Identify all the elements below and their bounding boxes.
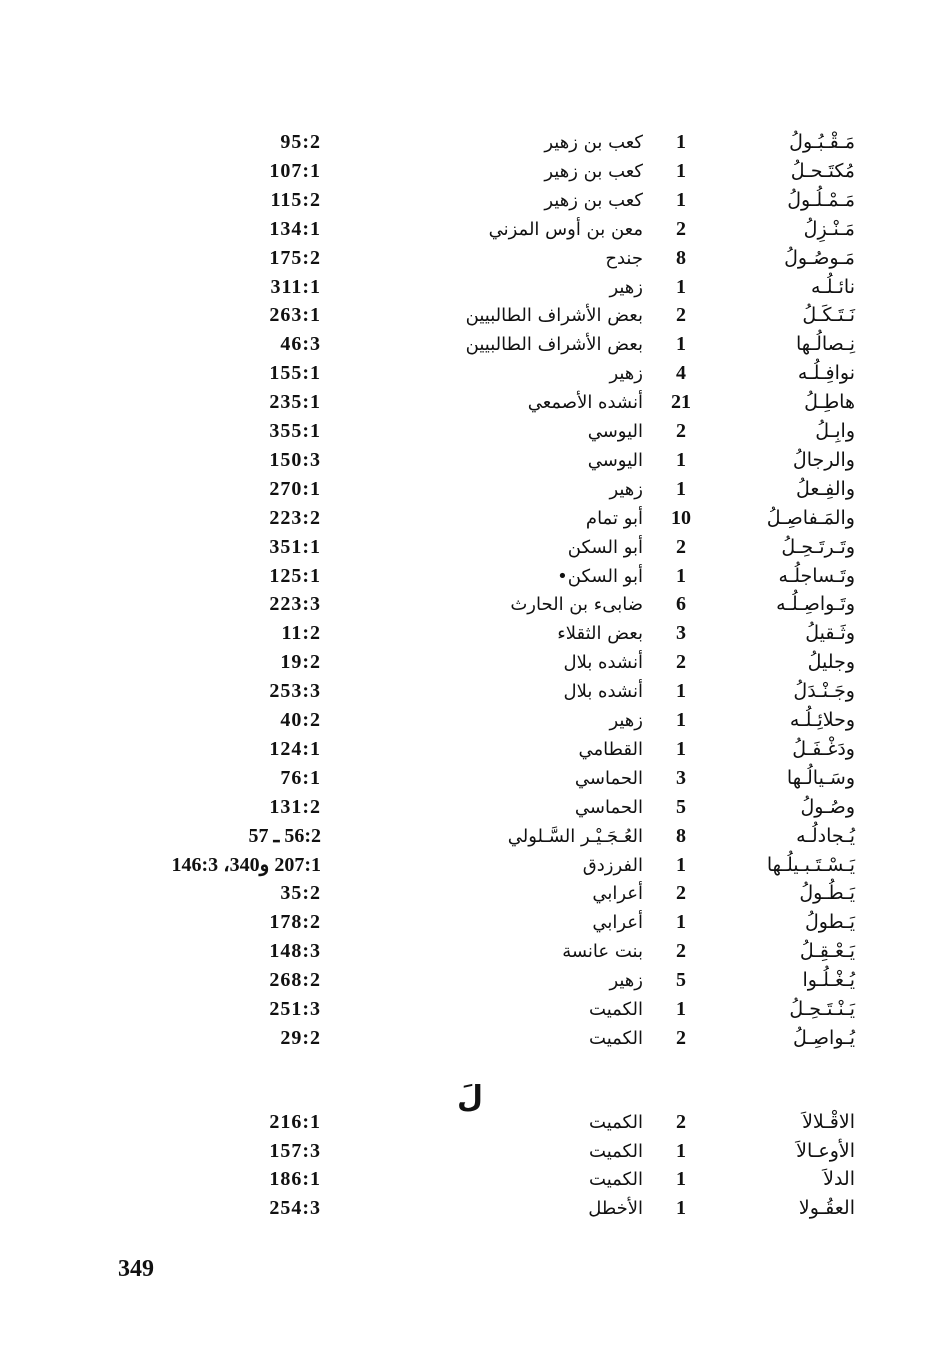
section-heading-lam-fatha: لَ <box>456 1080 484 1115</box>
verse-count: 1 <box>676 1197 686 1220</box>
verse-count: 1 <box>676 737 686 760</box>
verse-count: 2 <box>676 420 686 442</box>
verse-count: 2 <box>676 1026 686 1049</box>
verse-count: 2 <box>676 217 686 240</box>
poet-name: بعض الثقلاء <box>557 623 643 645</box>
poet-name: أنشده بلال <box>563 681 643 703</box>
page-reference: 253:3 <box>269 680 321 703</box>
index-row <box>0 677 943 706</box>
rhyme-word: نوافِـلُـه <box>797 362 855 385</box>
index-row <box>0 793 943 822</box>
poet-name: الكميت <box>589 1027 643 1049</box>
rhyme-word: والفِـعلُ <box>796 477 855 500</box>
rhyme-word: ودَغْـفَـلُ <box>792 737 855 760</box>
poet-name: بعض الأشراف الطالبيين <box>465 334 643 356</box>
verse-count: 5 <box>676 969 686 992</box>
page-reference: 175:2 <box>269 246 321 269</box>
index-row <box>0 301 943 330</box>
poet-name: أنشده الأصمعي <box>527 392 643 414</box>
index-row <box>0 1024 943 1053</box>
page-reference: 157:3 <box>269 1139 321 1162</box>
rhyme-word: وتَـساجلُـه <box>778 564 855 587</box>
rhyme-word: يُـجادلُـه <box>796 824 855 847</box>
verse-count: 1 <box>676 564 686 587</box>
verse-count: 1 <box>676 131 686 153</box>
page-reference: 186:1 <box>269 1168 321 1191</box>
poet-name: أعرابي <box>592 883 643 905</box>
page-reference: 131:2 <box>269 795 321 818</box>
index-row <box>0 851 943 880</box>
page-reference: 150:3 <box>269 448 321 471</box>
verse-count: 2 <box>676 535 686 558</box>
index-row <box>0 186 943 215</box>
page-reference: 254:3 <box>269 1197 321 1220</box>
page-reference: 251:3 <box>269 998 321 1020</box>
poet-name: أبو السكن <box>567 536 643 558</box>
page-reference: 115:2 <box>270 188 321 211</box>
page-reference: 76:1 <box>280 766 321 789</box>
page-reference: 11:2 <box>281 622 321 645</box>
verse-count: 2 <box>676 651 686 674</box>
verse-count: 1 <box>676 159 686 182</box>
index-row <box>0 128 943 157</box>
rhyme-word: العقُـولا <box>798 1197 855 1220</box>
page-reference: 207:1 و340، 146:3 <box>171 853 321 876</box>
poet-name: الكميت <box>589 1169 643 1191</box>
verse-count: 2 <box>676 304 686 327</box>
rhyme-word: وتَـرتَـحِـلُ <box>781 535 855 558</box>
page-reference: 56:2 ـ 57 <box>248 824 321 847</box>
rhyme-word: نِـصالُـها <box>795 333 855 356</box>
verse-count: 1 <box>676 1139 686 1162</box>
index-row <box>0 822 943 851</box>
index-row <box>0 735 943 764</box>
page-reference: 270:1 <box>269 477 321 500</box>
page-reference: 155:1 <box>269 362 321 385</box>
verse-count: 1 <box>676 1168 686 1191</box>
verse-count: 10 <box>671 506 691 529</box>
poet-name: بعض الأشراف الطالبيين <box>465 305 643 327</box>
poet-name: الكميت <box>589 1112 643 1133</box>
verse-count: 1 <box>676 188 686 211</box>
rhyme-word: وجَـنْـدَلُ <box>793 680 855 703</box>
poet-name: الكميت <box>589 1140 643 1162</box>
page-reference: 35:2 <box>280 882 321 905</box>
verse-count: 1 <box>676 680 686 703</box>
page-reference: 178:2 <box>269 911 321 934</box>
verse-count: 8 <box>676 824 686 847</box>
verse-count: 3 <box>676 766 686 789</box>
page-reference: 263:1 <box>269 304 321 327</box>
page-reference: 29:2 <box>280 1026 321 1049</box>
poet-name: الفرزدق <box>582 854 643 876</box>
rhyme-word: يَـنْـتَـحِـلُ <box>789 998 855 1020</box>
index-row <box>0 215 943 244</box>
verse-count: 6 <box>676 593 686 616</box>
rhyme-word: يُـغْـلُـوا <box>802 969 855 992</box>
page-reference: 124:1 <box>269 737 321 760</box>
index-row <box>0 446 943 475</box>
rhyme-word: وابِـلُ <box>815 420 855 442</box>
poet-name: أبو السكن• <box>557 565 643 587</box>
rhyme-word: نَـتَـكَـلُ <box>802 304 855 327</box>
verse-count: 1 <box>676 333 686 356</box>
rhyme-word: مُكتَـحـلُ <box>790 159 855 182</box>
page-reference: 235:1 <box>269 391 321 414</box>
poet-name: الحماسي <box>574 796 643 818</box>
index-row <box>0 706 943 735</box>
index-row <box>0 879 943 908</box>
rhyme-word: مَـمْـلُـولُ <box>787 188 855 211</box>
verse-count: 2 <box>676 882 686 905</box>
page-reference: 223:2 <box>269 506 321 529</box>
verse-count: 8 <box>676 246 686 269</box>
verse-count: 1 <box>676 998 686 1020</box>
page-reference: 268:2 <box>269 969 321 992</box>
rhyme-word: مَـنْـزِلُ <box>803 217 855 240</box>
index-row <box>0 1108 943 1137</box>
index-row <box>0 157 943 186</box>
rhyme-word: يَـسْـتَـبـيلُـها <box>766 853 855 876</box>
index-row <box>0 533 943 562</box>
poet-name: أبو تمام <box>585 507 643 529</box>
poet-name: معن بن أوس المزني <box>488 218 643 240</box>
poet-name: الأخطل <box>588 1198 643 1220</box>
verse-count: 21 <box>671 391 691 414</box>
poet-name: الحماسي <box>574 767 643 789</box>
index-row <box>0 330 943 359</box>
poet-name: القطامي <box>578 738 643 760</box>
poet-name: اليوسي <box>587 449 643 471</box>
page-reference: 19:2 <box>280 651 321 674</box>
rhyme-word: وثَـقيلُ <box>805 622 855 645</box>
rhyme-word: وحلائِـلُـه <box>789 709 855 731</box>
rhyme-word: والرجالُ <box>792 448 855 471</box>
poet-name: جندح <box>605 247 643 269</box>
index-row <box>0 273 943 302</box>
rhyme-word: يَـطولُ <box>804 911 855 934</box>
rhyme-word: والمَـفاصِـلُ <box>766 506 855 529</box>
index-row <box>0 475 943 504</box>
page-reference: 216:1 <box>269 1111 321 1133</box>
verse-count: 1 <box>676 477 686 500</box>
index-row <box>0 562 943 591</box>
index-row <box>0 995 943 1024</box>
poet-name: ضابىء بن الحارث <box>510 594 643 616</box>
verse-count: 1 <box>676 448 686 471</box>
poet-name: زهير <box>609 710 643 731</box>
index-row <box>0 388 943 417</box>
poet-name: اليوسي <box>587 421 643 442</box>
page-reference: 311:1 <box>270 275 321 298</box>
index-row <box>0 1137 943 1166</box>
poet-name: العُـجَـيْـر السَّـلولي <box>507 825 643 847</box>
page-reference: 355:1 <box>269 420 321 442</box>
verse-count: 4 <box>676 362 686 385</box>
page-reference: 134:1 <box>269 217 321 240</box>
page-reference: 125:1 <box>269 564 321 587</box>
rhyme-word: الاقْـلالاَ <box>802 1111 855 1133</box>
page-reference: 223:3 <box>269 593 321 616</box>
verse-count: 5 <box>676 795 686 818</box>
rhyme-word: هاطِـلُ <box>804 391 855 414</box>
page-reference: 95:2 <box>280 131 321 153</box>
poet-name: زهير <box>609 478 643 500</box>
page-number: 349 <box>118 1256 154 1282</box>
verse-count: 1 <box>676 709 686 731</box>
poet-name: زهير <box>609 970 643 992</box>
rhyme-word: نائـلُـه <box>811 275 855 298</box>
rhyme-word: الدلاَ <box>823 1168 855 1191</box>
rhyme-word: مَـوصُـولُ <box>784 246 855 269</box>
index-row <box>0 908 943 937</box>
index-row <box>0 359 943 388</box>
index-row <box>0 619 943 648</box>
rhyme-word: مَـقْـبُـولُ <box>789 131 855 153</box>
page-reference: 351:1 <box>269 535 321 558</box>
index-row <box>0 244 943 273</box>
rhyme-word: وتَـواصِـلُـه <box>776 593 855 616</box>
rhyme-word: يُـواصِـلُ <box>792 1026 855 1049</box>
index-row <box>0 1165 943 1194</box>
index-row <box>0 417 943 446</box>
poet-name: كعب بن زهير <box>544 132 643 153</box>
verse-count: 2 <box>676 940 686 963</box>
index-row <box>0 937 943 966</box>
page-reference: 46:3 <box>280 333 321 356</box>
index-row <box>0 504 943 533</box>
poet-name: الكميت <box>589 999 643 1020</box>
poet-name: أعرابي <box>592 912 643 934</box>
rhyme-word: وجليلُ <box>807 651 855 674</box>
index-row <box>0 764 943 793</box>
verse-count: 1 <box>676 911 686 934</box>
rhyme-word: وصُـولُ <box>800 795 855 818</box>
index-row <box>0 1194 943 1223</box>
rhyme-word: يَـعْـقِـلُ <box>799 940 855 963</box>
poet-name: زهير <box>609 276 643 298</box>
rhyme-word: الأوعـالاَ <box>796 1139 855 1162</box>
poet-name: كعب بن زهير <box>544 189 643 211</box>
verse-count: 1 <box>676 853 686 876</box>
index-row <box>0 966 943 995</box>
page-reference: 107:1 <box>269 159 321 182</box>
page-reference: 40:2 <box>280 709 321 731</box>
page-reference: 148:3 <box>269 940 321 963</box>
poet-name: بنت عانسة <box>562 941 643 963</box>
poet-name: كعب بن زهير <box>544 160 643 182</box>
poet-name: أنشده بلال <box>563 652 643 674</box>
verse-count: 3 <box>676 622 686 645</box>
rhyme-word: وسَـيالُـها <box>786 766 855 789</box>
index-row <box>0 648 943 677</box>
verse-count: 2 <box>676 1111 686 1133</box>
poet-name: زهير <box>609 363 643 385</box>
verse-count: 1 <box>676 275 686 298</box>
index-row <box>0 590 943 619</box>
rhyme-word: يَـطُـولُ <box>799 882 855 905</box>
